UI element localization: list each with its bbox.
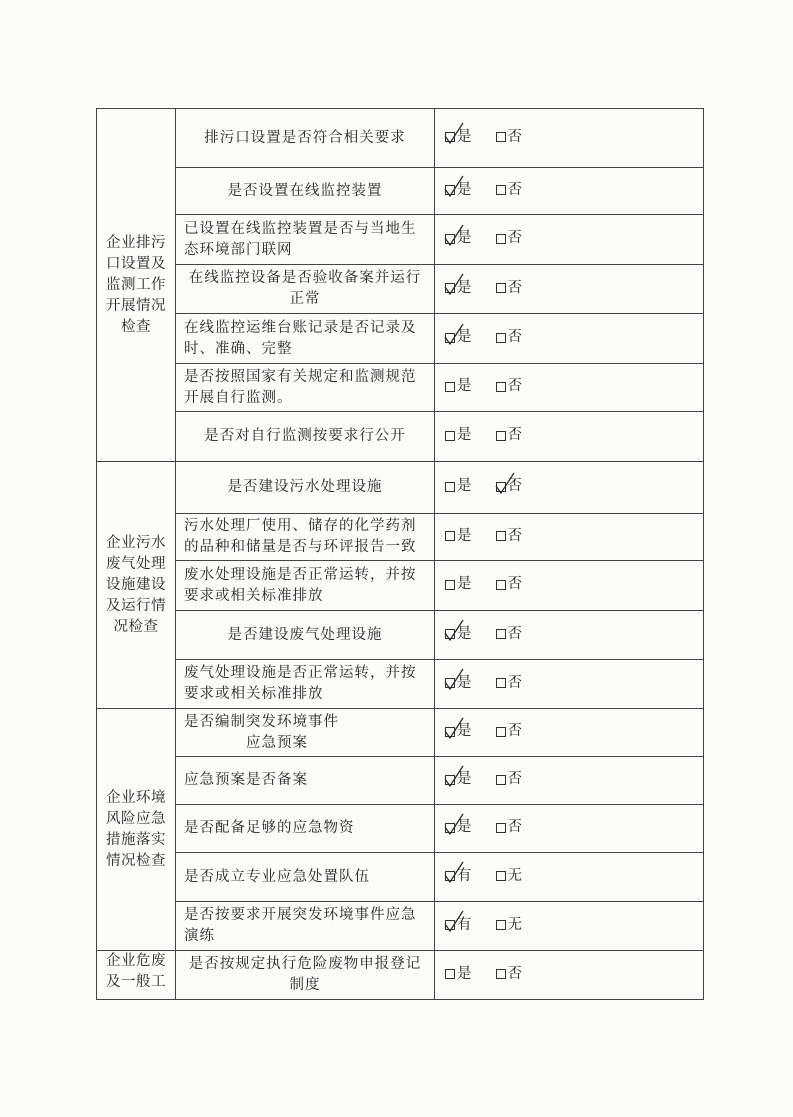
check-item-text: 是否按照国家有关规定和监测规范 bbox=[184, 368, 417, 385]
check-item-text: 是否编制突发环境事件 bbox=[184, 713, 339, 730]
option-label: 是 bbox=[457, 128, 472, 145]
check-item bbox=[176, 514, 435, 561]
check-item-text: 开展自行监测。 bbox=[184, 389, 293, 406]
option-label: 否 bbox=[507, 576, 522, 593]
option-checkbox[interactable] bbox=[496, 278, 523, 299]
check-item-text: 是否建设废气处理设施 bbox=[227, 626, 383, 643]
section-category-line: 企业排污 bbox=[106, 234, 166, 251]
checkbox-square[interactable] bbox=[496, 871, 506, 881]
option-label: 否 bbox=[507, 279, 522, 296]
checkbox-square[interactable] bbox=[496, 727, 506, 737]
check-item-text: 态环境部门联网 bbox=[184, 241, 293, 258]
section-category-line: 企业污水 bbox=[106, 534, 166, 551]
checkbox-square[interactable] bbox=[445, 431, 455, 441]
check-item-text: 的品种和储量是否与环评报告一致 bbox=[184, 539, 417, 555]
check-item-text: 是否建设污水处理设施 bbox=[227, 479, 383, 495]
checkbox-square[interactable] bbox=[496, 775, 506, 785]
check-item bbox=[176, 364, 435, 412]
check-item bbox=[176, 902, 435, 951]
option-checkbox[interactable] bbox=[445, 673, 472, 694]
option-label: 否 bbox=[507, 527, 522, 544]
section-category-line: 设施建设 bbox=[106, 576, 166, 593]
option-label: 否 bbox=[507, 181, 522, 198]
option-checkbox[interactable] bbox=[445, 817, 472, 838]
section-category-line: 及一般工 bbox=[106, 974, 166, 990]
checkbox-square[interactable] bbox=[445, 871, 455, 881]
option-checkbox[interactable] bbox=[445, 327, 472, 348]
option-label: 否 bbox=[507, 230, 522, 247]
check-item-text: 应急预案 bbox=[184, 734, 308, 751]
option-checkbox[interactable] bbox=[496, 476, 523, 497]
option-label: 否 bbox=[507, 128, 522, 145]
checkbox-square[interactable] bbox=[496, 823, 506, 833]
checklist-row bbox=[97, 514, 704, 561]
check-item-text: 在线监控运维台账记录是否记录及 bbox=[184, 319, 417, 336]
option-label: 否 bbox=[507, 819, 522, 836]
checkbox-square[interactable] bbox=[496, 580, 506, 590]
section-category bbox=[97, 951, 176, 1000]
section-category-line: 及运行情 bbox=[106, 597, 166, 614]
check-item bbox=[176, 314, 435, 364]
checkbox-square[interactable] bbox=[445, 531, 455, 541]
option-checkbox[interactable] bbox=[496, 376, 523, 397]
option-checkbox[interactable] bbox=[496, 624, 523, 645]
option-label: 否 bbox=[507, 329, 522, 346]
check-item-text: 要求或相关标准排放 bbox=[184, 587, 324, 604]
option-label: 是 bbox=[457, 965, 472, 982]
option-label: 是 bbox=[457, 771, 472, 788]
section-category-line: 监测工作 bbox=[106, 276, 166, 293]
option-label: 是 bbox=[457, 819, 472, 836]
checkbox-square[interactable] bbox=[445, 823, 455, 833]
option-label: 是 bbox=[457, 723, 472, 740]
section-category-line: 情况检查 bbox=[106, 852, 166, 869]
check-options bbox=[435, 951, 704, 1000]
section-category-line: 企业危废 bbox=[106, 953, 166, 969]
option-checkbox[interactable] bbox=[445, 425, 472, 446]
check-item-text: 已设置在线监控装置是否与当地生 bbox=[184, 220, 417, 237]
check-item bbox=[176, 853, 435, 902]
section-category-line: 口设置及 bbox=[106, 255, 166, 272]
check-item-text: 在线监控设备是否验收备案并运行 bbox=[188, 270, 422, 286]
check-options bbox=[435, 215, 704, 265]
checkbox-square[interactable] bbox=[445, 283, 455, 293]
check-item bbox=[176, 805, 435, 853]
check-item-text: 排污口设置是否符合相关要求 bbox=[204, 129, 406, 146]
check-item-text: 时、准确、完整 bbox=[184, 340, 293, 357]
option-label: 否 bbox=[507, 674, 522, 691]
option-label: 是 bbox=[457, 329, 472, 346]
option-checkbox[interactable] bbox=[445, 228, 472, 249]
check-item bbox=[176, 265, 435, 314]
checkbox-square[interactable] bbox=[445, 234, 455, 244]
check-item bbox=[176, 951, 435, 1000]
checkbox-square[interactable] bbox=[445, 678, 455, 688]
option-label: 是 bbox=[457, 527, 472, 544]
option-label: 否 bbox=[507, 478, 522, 495]
check-item-text: 正常 bbox=[289, 291, 321, 307]
option-checkbox[interactable] bbox=[496, 964, 523, 985]
section-category-line: 开展情况 bbox=[106, 297, 166, 314]
check-item-text: 是否按要求开展突发环境事件应急 bbox=[184, 907, 417, 923]
check-item bbox=[176, 709, 435, 757]
option-label: 是 bbox=[457, 279, 472, 296]
checkbox-square[interactable] bbox=[496, 234, 506, 244]
option-checkbox[interactable] bbox=[445, 624, 472, 645]
check-item bbox=[176, 462, 435, 514]
check-item bbox=[176, 412, 435, 462]
option-label: 有 bbox=[457, 916, 472, 933]
option-checkbox[interactable] bbox=[496, 127, 523, 148]
option-label: 是 bbox=[457, 427, 472, 444]
check-item bbox=[176, 168, 435, 215]
check-options bbox=[435, 805, 704, 853]
checkbox-square[interactable] bbox=[496, 333, 506, 343]
option-checkbox[interactable] bbox=[496, 673, 523, 694]
check-item bbox=[176, 109, 435, 168]
option-label: 是 bbox=[457, 230, 472, 247]
checklist-row bbox=[97, 757, 704, 805]
checkbox-square[interactable] bbox=[496, 431, 506, 441]
checkbox-square[interactable] bbox=[496, 482, 506, 492]
option-label: 无 bbox=[507, 867, 522, 884]
inspection-checklist-table bbox=[96, 108, 704, 1000]
option-checkbox[interactable] bbox=[496, 180, 523, 201]
checklist-row bbox=[97, 364, 704, 412]
option-label: 否 bbox=[507, 427, 522, 444]
check-item-text: 要求或相关标准排放 bbox=[184, 686, 324, 702]
check-item-text: 是否按规定执行危险废物申报登记 bbox=[188, 956, 422, 972]
checklist-row bbox=[97, 660, 704, 709]
option-label: 是 bbox=[457, 378, 472, 395]
checkbox-square[interactable] bbox=[496, 283, 506, 293]
checkbox-square[interactable] bbox=[445, 580, 455, 590]
check-options bbox=[435, 757, 704, 805]
option-checkbox[interactable] bbox=[445, 769, 472, 790]
checkbox-square[interactable] bbox=[445, 969, 455, 979]
option-label: 是 bbox=[457, 478, 472, 495]
checkbox-square[interactable] bbox=[496, 629, 506, 639]
checklist-row bbox=[97, 853, 704, 902]
check-options bbox=[435, 462, 704, 514]
checkbox-square[interactable] bbox=[496, 678, 506, 688]
option-label: 是 bbox=[457, 674, 472, 691]
checklist-row bbox=[97, 412, 704, 462]
option-checkbox[interactable] bbox=[496, 915, 523, 936]
check-item-text: 是否对自行监测按要求行公开 bbox=[204, 428, 406, 444]
check-options bbox=[435, 412, 704, 462]
option-label: 否 bbox=[507, 378, 522, 395]
option-checkbox[interactable] bbox=[445, 180, 472, 201]
option-checkbox[interactable] bbox=[496, 574, 523, 595]
checklist-row bbox=[97, 462, 704, 514]
section-category bbox=[97, 709, 176, 951]
option-checkbox[interactable] bbox=[496, 526, 523, 547]
check-options bbox=[435, 314, 704, 364]
checkbox-square[interactable] bbox=[445, 382, 455, 392]
checklist-row bbox=[97, 805, 704, 853]
check-options bbox=[435, 514, 704, 561]
checkbox-square[interactable] bbox=[445, 775, 455, 785]
option-checkbox[interactable] bbox=[445, 278, 472, 299]
checkbox-square[interactable] bbox=[496, 185, 506, 195]
option-checkbox[interactable] bbox=[445, 866, 472, 887]
checkbox-square[interactable] bbox=[445, 482, 455, 492]
option-checkbox[interactable] bbox=[496, 228, 523, 249]
checklist-row bbox=[97, 215, 704, 265]
option-checkbox[interactable] bbox=[445, 526, 472, 547]
option-checkbox[interactable] bbox=[496, 721, 523, 742]
checklist-row bbox=[97, 314, 704, 364]
check-options bbox=[435, 561, 704, 611]
check-options bbox=[435, 660, 704, 709]
option-label: 否 bbox=[507, 771, 522, 788]
checkbox-square[interactable] bbox=[445, 185, 455, 195]
checkbox-square[interactable] bbox=[496, 531, 506, 541]
checkbox-square[interactable] bbox=[496, 969, 506, 979]
option-checkbox[interactable] bbox=[445, 127, 472, 148]
option-label: 有 bbox=[457, 867, 472, 884]
checklist-row bbox=[97, 265, 704, 314]
option-checkbox[interactable] bbox=[445, 476, 472, 497]
checklist-row bbox=[97, 168, 704, 215]
checkbox-square[interactable] bbox=[496, 920, 506, 930]
checklist-row bbox=[97, 611, 704, 660]
checkbox-square[interactable] bbox=[445, 333, 455, 343]
checklist-row bbox=[97, 902, 704, 951]
check-item bbox=[176, 757, 435, 805]
check-options bbox=[435, 709, 704, 757]
check-item-text: 应急预案是否备案 bbox=[184, 772, 308, 788]
checklist-row bbox=[97, 109, 704, 168]
check-options bbox=[435, 611, 704, 660]
check-options bbox=[435, 853, 704, 902]
check-item-text: 是否设置在线监控装置 bbox=[227, 182, 383, 199]
check-item-text: 废气处理设施是否正常运转，并按 bbox=[184, 665, 417, 681]
check-options bbox=[435, 265, 704, 314]
section-category-line: 风险应急 bbox=[106, 810, 166, 827]
option-checkbox[interactable] bbox=[445, 574, 472, 595]
option-checkbox[interactable] bbox=[496, 769, 523, 790]
section-category-line: 废气处理 bbox=[106, 555, 166, 572]
section-category-line: 企业环境 bbox=[106, 789, 166, 806]
checklist-row bbox=[97, 709, 704, 757]
check-options bbox=[435, 364, 704, 412]
option-label: 否 bbox=[507, 723, 522, 740]
check-item bbox=[176, 561, 435, 611]
check-options bbox=[435, 168, 704, 215]
option-label: 是 bbox=[457, 576, 472, 593]
section-category bbox=[97, 109, 176, 462]
check-item bbox=[176, 215, 435, 265]
option-label: 无 bbox=[507, 916, 522, 933]
option-checkbox[interactable] bbox=[496, 425, 523, 446]
option-checkbox[interactable] bbox=[445, 376, 472, 397]
section-category-line: 措施落实 bbox=[106, 831, 166, 848]
option-label: 否 bbox=[507, 965, 522, 982]
check-item-text: 是否配备足够的应急物资 bbox=[184, 820, 355, 836]
option-checkbox[interactable] bbox=[496, 817, 523, 838]
option-checkbox[interactable] bbox=[445, 964, 472, 985]
check-item-text: 污水处理厂使用、储存的化学药剂 bbox=[184, 518, 417, 534]
check-options bbox=[435, 902, 704, 951]
option-label: 否 bbox=[507, 625, 522, 642]
section-category bbox=[97, 462, 176, 709]
checkbox-square[interactable] bbox=[445, 920, 455, 930]
check-item bbox=[176, 611, 435, 660]
checkbox-square[interactable] bbox=[496, 382, 506, 392]
section-category-line: 况检查 bbox=[113, 618, 159, 635]
checkbox-square[interactable] bbox=[496, 132, 506, 142]
checkbox-square[interactable] bbox=[445, 629, 455, 639]
option-checkbox[interactable] bbox=[496, 866, 523, 887]
checklist-row bbox=[97, 561, 704, 611]
checkbox-square[interactable] bbox=[445, 132, 455, 142]
option-checkbox[interactable] bbox=[445, 915, 472, 936]
check-item-text: 是否成立专业应急处置队伍 bbox=[184, 868, 370, 885]
check-item bbox=[176, 660, 435, 709]
option-checkbox[interactable] bbox=[496, 327, 523, 348]
check-item-text: 制度 bbox=[289, 977, 321, 993]
check-item-text: 演练 bbox=[184, 928, 215, 944]
check-item-text: 废水处理设施是否正常运转，并按 bbox=[184, 566, 417, 583]
option-checkbox[interactable] bbox=[445, 721, 472, 742]
checklist-row bbox=[97, 951, 704, 1000]
checkbox-square[interactable] bbox=[445, 727, 455, 737]
option-label: 是 bbox=[457, 181, 472, 198]
check-options bbox=[435, 109, 704, 168]
option-label: 是 bbox=[457, 625, 472, 642]
section-category-line: 检查 bbox=[121, 318, 151, 335]
